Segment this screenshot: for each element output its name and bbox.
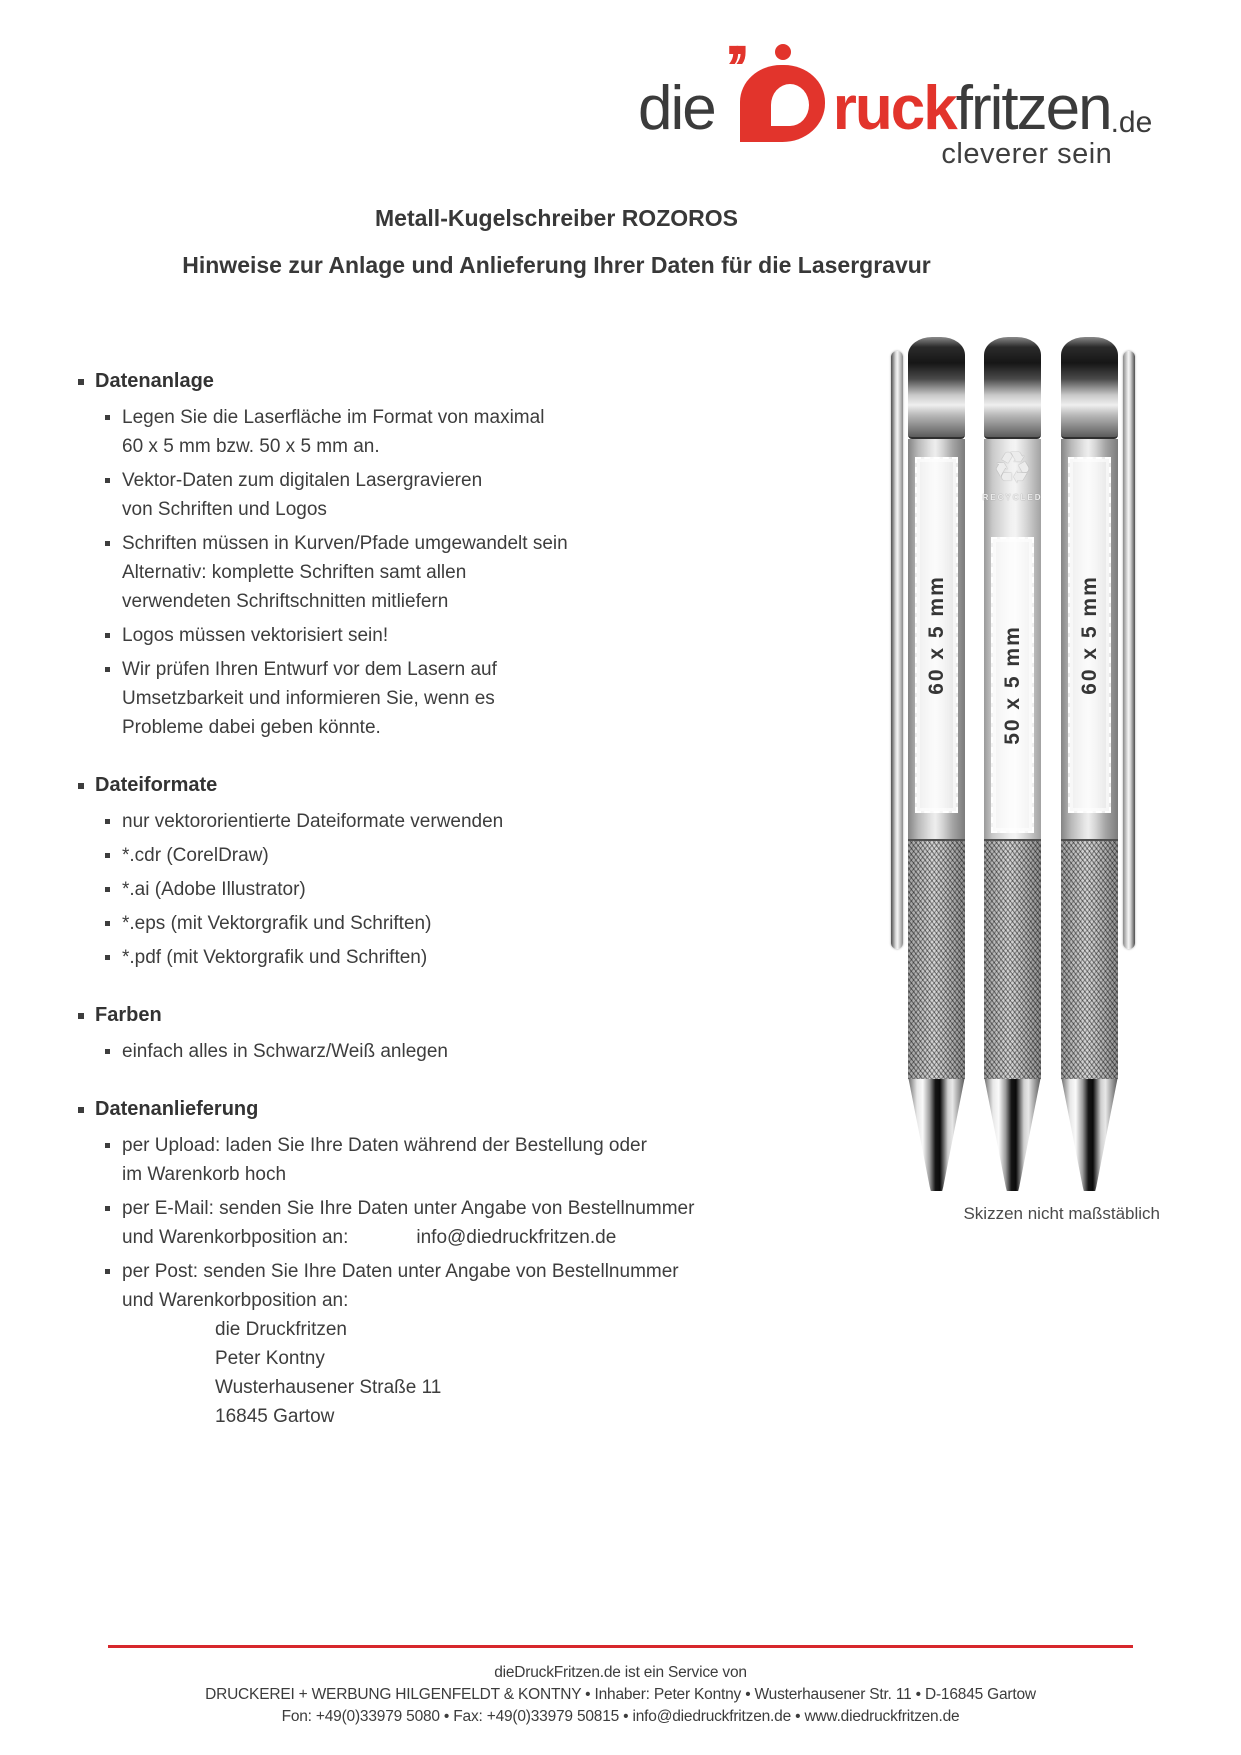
item-line-email bbox=[122, 1223, 694, 1252]
pen-grip bbox=[984, 839, 1041, 1079]
bullet-icon bbox=[105, 853, 110, 858]
section-items bbox=[103, 1037, 805, 1066]
item-line: nur vektororientierte Dateiformate verwenden bbox=[122, 811, 504, 832]
laser-engraving-area bbox=[1068, 457, 1111, 813]
footer-phone-fax: Fon: +49(0)33979 5080 • Fax: +49(0)33979 50815 • bbox=[281, 1708, 633, 1725]
bullet-icon bbox=[105, 887, 110, 892]
list-item bbox=[103, 943, 805, 972]
pen-cap bbox=[908, 337, 965, 439]
list-item bbox=[103, 875, 805, 904]
email-address[interactable]: info@diedruckfritzen.de bbox=[416, 1227, 617, 1248]
laser-engraving-area bbox=[991, 537, 1034, 833]
bullet-icon bbox=[105, 633, 110, 638]
laser-area-size-label: 60 x 5 mm bbox=[1077, 575, 1101, 695]
postal-address-line: die Druckfritzen bbox=[215, 1319, 347, 1340]
pen-barrel bbox=[908, 439, 965, 839]
item-line: Wir prüfen Ihren Entwurf vor dem Lasern auf bbox=[122, 659, 497, 680]
list-item bbox=[103, 1257, 805, 1431]
item-line: Schriften müssen in Kurven/Pfade umgewandelt sein bbox=[122, 533, 568, 554]
footer-contact-line bbox=[0, 1706, 1241, 1728]
bullet-icon bbox=[105, 1206, 110, 1211]
recycled-mark bbox=[984, 445, 1041, 502]
logo-text-tld: .de bbox=[1110, 106, 1153, 139]
section-items bbox=[103, 1131, 805, 1431]
bullet-icon bbox=[105, 1143, 110, 1148]
item-line: Alternativ: komplette Schriften samt allen bbox=[122, 562, 467, 583]
brand-logo-row bbox=[638, 32, 1153, 143]
item-line: *.cdr (CorelDraw) bbox=[122, 845, 269, 866]
item-line: Probleme dabei geben könnte. bbox=[122, 717, 381, 738]
list-item bbox=[103, 466, 805, 524]
pen-clip bbox=[891, 351, 903, 949]
list-item bbox=[103, 529, 805, 616]
logo-text-ruck: ruck bbox=[832, 74, 956, 143]
item-line: per Upload: laden Sie Ihre Daten während der Bestellung oder bbox=[122, 1135, 647, 1156]
item-line: im Warenkorb hoch bbox=[122, 1164, 287, 1185]
item-line: verwendeten Schriftschnitten mitliefern bbox=[122, 591, 449, 612]
item-line: von Schriften und Logos bbox=[122, 499, 327, 520]
footer bbox=[0, 1662, 1241, 1728]
section-title: Dateiformate bbox=[95, 774, 218, 796]
bullet-icon bbox=[78, 783, 84, 789]
logo-text-fritzen: fritzen bbox=[955, 74, 1111, 143]
list-item bbox=[103, 655, 805, 742]
list-item bbox=[103, 1194, 805, 1252]
bullet-icon bbox=[105, 667, 110, 672]
footer-service-line: dieDruckFritzen.de ist ein Service von bbox=[494, 1664, 747, 1681]
section-farben bbox=[75, 1002, 805, 1066]
laser-area-size-label: 50 x 5 mm bbox=[1000, 625, 1024, 745]
bullet-icon bbox=[105, 921, 110, 926]
list-item bbox=[103, 841, 805, 870]
item-line: einfach alles in Schwarz/Weiß anlegen bbox=[122, 1041, 448, 1062]
section-heading-row bbox=[75, 1096, 805, 1122]
logo-text-die: die bbox=[638, 74, 715, 143]
bullet-icon bbox=[105, 1269, 110, 1274]
recycle-icon: ♻ bbox=[992, 444, 1033, 493]
item-line: per E-Mail: senden Sie Ihre Daten unter Angabe von Bestellnummer bbox=[122, 1198, 695, 1219]
list-item bbox=[103, 807, 805, 836]
page-subtitle: Hinweise zur Anlage und Anlieferung Ihrer Daten für die Lasergravur bbox=[182, 252, 931, 278]
pen-tip bbox=[908, 1079, 965, 1191]
section-datenanlage bbox=[75, 368, 805, 742]
section-datenanlieferung bbox=[75, 1096, 805, 1431]
section-items bbox=[103, 403, 805, 742]
list-item bbox=[103, 1131, 805, 1189]
section-heading-row bbox=[75, 1002, 805, 1028]
item-line: Legen Sie die Laserfläche im Format von maximal bbox=[122, 407, 545, 428]
item-line: und Warenkorbposition an: bbox=[122, 1290, 349, 1311]
pen-grip bbox=[1061, 839, 1118, 1079]
item-line: *.ai (Adobe Illustrator) bbox=[122, 879, 306, 900]
bullet-icon bbox=[105, 415, 110, 420]
list-item bbox=[103, 909, 805, 938]
footer-divider-line bbox=[108, 1645, 1133, 1648]
email-label: und Warenkorbposition an: bbox=[122, 1227, 349, 1248]
list-item bbox=[103, 403, 805, 461]
section-title: Datenanlieferung bbox=[95, 1098, 259, 1120]
laser-engraving-area bbox=[915, 457, 958, 813]
instructions-content bbox=[75, 368, 805, 1461]
section-items bbox=[103, 807, 805, 972]
bullet-icon bbox=[105, 1049, 110, 1054]
bullet-icon bbox=[78, 1107, 84, 1113]
logo-dot-icon bbox=[775, 44, 791, 60]
section-title: Farben bbox=[95, 1004, 162, 1026]
item-line: Logos müssen vektorisiert sein! bbox=[122, 625, 389, 646]
section-heading-row bbox=[75, 368, 805, 394]
section-heading-row bbox=[75, 772, 805, 798]
postal-address-line: Wusterhausener Straße 11 bbox=[215, 1377, 442, 1398]
footer-email[interactable]: info@diedruckfritzen.de bbox=[632, 1708, 791, 1725]
item-line: Vektor-Daten zum digitalen Lasergravieren bbox=[122, 470, 483, 491]
item-line: Umsetzbarkeit und informieren Sie, wenn es bbox=[122, 688, 495, 709]
bullet-icon bbox=[105, 541, 110, 546]
pen-barrel bbox=[1061, 439, 1118, 839]
footer-separator: • bbox=[790, 1708, 805, 1725]
pen-cap bbox=[1061, 337, 1118, 439]
pen-clip bbox=[1123, 351, 1135, 949]
logo-apostrophes-icon: ’’ bbox=[724, 32, 742, 104]
list-item bbox=[103, 621, 805, 650]
footer-company-line: DRUCKEREI + WERBUNG HILGENFELDT & KONTNY • Inhaber: Peter Kontny • Wusterhausener Str. 11 • D-16845 Gartow bbox=[205, 1686, 1036, 1703]
footer-website[interactable]: www.diedruckfritzen.de bbox=[804, 1708, 960, 1725]
pen-image-middle bbox=[984, 337, 1041, 1191]
pen-barrel bbox=[984, 439, 1041, 839]
bullet-icon bbox=[105, 819, 110, 824]
pen-grip bbox=[908, 839, 965, 1079]
pen-image-right bbox=[1061, 337, 1118, 1191]
laser-area-size-label: 60 x 5 mm bbox=[924, 575, 948, 695]
postal-address-line: Peter Kontny bbox=[215, 1348, 325, 1369]
section-dateiformate bbox=[75, 772, 805, 972]
pen-tip bbox=[1061, 1079, 1118, 1191]
item-line: per Post: senden Sie Ihre Daten unter Angabe von Bestellnummer bbox=[122, 1261, 679, 1282]
page-title: Metall-Kugelschreiber ROZOROS bbox=[375, 205, 738, 231]
logo-d-drop-icon bbox=[724, 32, 827, 142]
postal-address-line: 16845 Gartow bbox=[215, 1406, 335, 1427]
bullet-icon bbox=[105, 955, 110, 960]
title-block bbox=[0, 205, 1113, 279]
logo-tagline: cleverer sein bbox=[941, 138, 1113, 170]
sketch-disclaimer: Skizzen nicht maßstäblich bbox=[963, 1204, 1160, 1223]
pen-image-left bbox=[908, 337, 965, 1191]
item-line: *.eps (mit Vektorgrafik und Schriften) bbox=[122, 913, 432, 934]
list-item bbox=[103, 1037, 805, 1066]
item-line: *.pdf (mit Vektorgrafik und Schriften) bbox=[122, 947, 428, 968]
bullet-icon bbox=[78, 1013, 84, 1019]
section-title: Datenanlage bbox=[95, 370, 214, 392]
bullet-icon bbox=[105, 478, 110, 483]
pen-tip bbox=[984, 1079, 1041, 1191]
brand-logo bbox=[638, 32, 1153, 171]
item-line: 60 x 5 mm bzw. 50 x 5 mm an. bbox=[122, 436, 380, 457]
logo-drop-hole bbox=[771, 84, 809, 126]
pen-cap bbox=[984, 337, 1041, 439]
recycled-label: RECYCLED bbox=[982, 493, 1043, 502]
bullet-icon bbox=[78, 379, 84, 385]
